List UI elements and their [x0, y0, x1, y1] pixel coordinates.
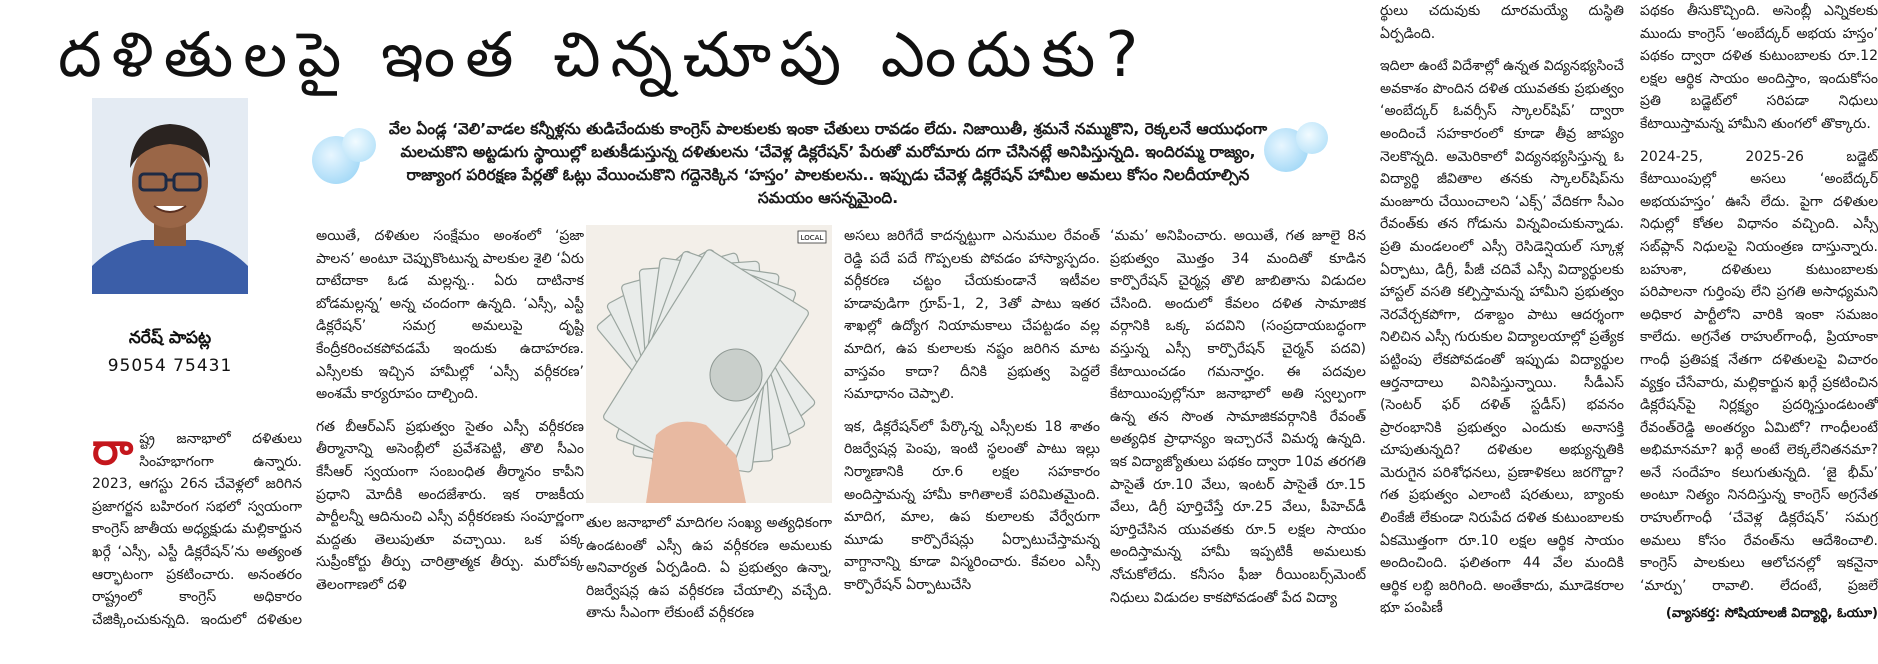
author-name: నరేష్ పాపట్ల: [128, 328, 212, 348]
article-column-1: [92, 428, 302, 628]
paragraph: అయితే, దళితుల సంక్షేమం అంశంలో ‘ప్రజా పాలన’ అంటూ చెప్పుకొంటున్న పాలకుల శైలి ‘ఏరు దాటేదాకా ఓడ మల్లన్న.. ఏరు దాటినాక బోడమల్లన్న’ అన్న చందంగా ఉన్నది. ‘ఎస్సీ, ఎస్టీ డిక్లరేషన్’ సమగ్ర అమలుపై దృష్టి కేంద్రీకరించకపోవడమే ఇందుకు ఉదాహరణ. ఎస్సీలకు ఇచ్చిన హామీల్లో ‘ఎస్సీ వర్గీకరణ’ అంశమే కార్యరూపం దాల్చింది.: [316, 228, 584, 403]
article-column-2b: [586, 512, 832, 628]
author-photo: [92, 98, 248, 294]
article-column-5: [1380, 0, 1624, 628]
article-column-2: [316, 225, 584, 625]
image-badge: LOCAL: [800, 234, 824, 242]
paragraph: ర్థులు చదువుకు దూరమయ్యే దుస్థితి ఏర్పడింది.: [1380, 3, 1624, 42]
paragraph: 2024-25, 2025-26 బడ్జెట్ కేటాయింపుల్లో అసలు ‘అంబేద్కర్ అభయహస్తం’ ఊసే లేదు. పైగా దళితుల నిధుల్లో కోతల విధానం వచ్చింది. ఎస్సీ సబ్‌ప్లాన్ నిధులపై నియంత్రణ దాస్తున్నారు. బహుశా, దళితులు కుటుంబాలకు పరిపాలనా గుర్తింపు లేని ప్రగతి అసాధ్యమని అధికార పార్టీలోని వారికి ఇంకా సమజం కాలేదు. అగ్రనేత రాహుల్‌గాంధీ, ప్రియాంకా గాంధీ ప్రతిపక్ష నేతగా దళితులపై విచారం వ్యక్తం చేసేవారు, మల్లికార్జున ఖర్గే ప్రకటించిన డిక్లరేషన్‌పై నిర్లక్ష్యం ప్రదర్శిస్తుండటంతో రేవంత్‌రెడ్డి అంతర్యం ఏమిటో? గాంధీలంటే అభిమానమా? ఖర్గే అంటే లెక్కలేనితనమా? అనే సందేహం కలుగుతున్నది. ‘జై భీమ్’ అంటూ నిత్యం నినదిస్తున్న కాంగ్రెస్ అగ్రనేత రాహుల్‌గాంధీ ‘చేవెళ్ల డిక్లరేషన్’ సమగ్ర అమలు కోసం రేవంత్‌ను ఆదేశించాలి. కాంగ్రెస్ పాలకులు ఆలోచనల్లో ఇకనైనా ‘మార్పు’ రావాలి. లేదంటే, ప్రజలే: [1640, 148, 1878, 594]
paragraph: ‘మమ’ అనిపించారు. అయితే, గత జూలై 8న ప్రభుత్వం మొత్తం 34 మందితో కూడిన కార్పొరేషన్ చైర్మన్ల తొలి జాబితాను విడుదల చేసింది. అందులో కేవలం దళిత సామాజిక వర్గానికి ఒక్క పదవిని (సంప్రదాయబద్ధంగా వస్తున్న ఎస్సీ కార్పొరేషన్ చైర్మన్ పదవి) కేటాయించడం గమనార్హం. ఈ పదవుల కేటాయింపుల్లోనూ జనాభాలో అతి స్వల్పంగా ఉన్న తన సొంత సామాజికవర్గానికి రేవంత్ అత్యధిక ప్రాధాన్యం ఇచ్చారనే విమర్శ ఉన్నది. ఇక విద్యాజ్యోతులు పథకం ద్వారా 10వ తరగతి పాసైతే రూ.10 వేలు, ఇంటర్ పాసైతే రూ.15 వేలు, డిగ్రీ పూర్తిచేస్తే రూ.25 వేలు, పీహెచ్‌డీ పూర్తిచేసిన యువతకు రూ.5 లక్షల సాయం అందిస్తామన్న హామీ ఇప్పటికీ అమలుకు నోచుకోలేదు. కనీసం ఫీజు రీయింబర్స్‌మెంట్ నిధులు విడుదల కాకపోవడంతో పేద విద్యా: [1110, 228, 1366, 606]
paragraph: గత బీఆర్ఎస్ ప్రభుత్వం సైతం ఎస్సీ వర్గీకరణ తీర్మానాన్ని అసెంబ్లీలో ప్రవేశపెట్టి, తొలి సీఎం కేసీఆర్ స్వయంగా సంబంధిత తీర్మానం కాపీని ప్రధాని మోదీకి అందజేశారు. ఇక రాజకీయ పార్టీలన్నీ ఆదినుంచి ఎస్సీ వర్గీకరణకు సంపూర్ణంగా మద్దతు తెలుపుతూ వచ్చాయి. ఒక పక్క సుప్రీంకోర్టు తీర్పు చారిత్రాత్మక తీర్పు. మరోపక్క తెలంగాణలో దళి: [316, 418, 584, 593]
article-column-3: [844, 225, 1100, 625]
paragraph: ఇదిలా ఉంటే విదేశాల్లో ఉన్నత విద్యనభ్యసించే అవకాశం పొందిన దళిత యువతకు ప్రభుత్వం ‘అంబేద్కర్ ఓవర్సీస్ స్కాలర్‌షిప్’ ద్వారా అందించే సహకారంలో కూడా తీవ్ర జాప్యం నెలకొన్నది. అమెరికాలో విద్యనభ్యసిస్తున్న ఓ విద్యార్థి జీవితాల తనకు స్కాలర్‌షిప్‌ను మంజూరు చేయించాలని ‘ఎక్స్’ వేదికగా సీఎం రేవంత్‌కు తన గోడును విన్నవించుకున్నాడు. ప్రతి మండలంలో ఎస్సీ రెసిడెన్షియల్ స్కూళ్ల ఏర్పాటు, డిగ్రీ, పీజీ చదివే ఎస్సీ విద్యార్థులకు హాస్టల్ వసతి కల్పిస్తామన్న హామీని ప్రభుత్వం నెరవేర్చకపోగా, దశాబ్దం పాటు ఆదర్శంగా నిలిచిన ఎస్సీ గురుకుల విద్యాలయాల్లో ప్రత్యేక పట్టింపు లేకపోవడంతో ఇప్పుడు విద్యార్థుల ఆర్తనాదాలు వినిపిస్తున్నాయి. సీడీఎస్ (సెంటర్ ఫర్ దళిత్ స్టడీస్) భవనం ప్రారంభానికి ప్రభుత్వం ఎందుకు అనాసక్తి చూపుతున్నది? దళితుల అభ్యున్నతికి మెరుగైన పరిశోధనలు, ప్రణాళికలు జరగొద్దా? గత ప్రభుత్వం ఎలాంటి షరతులు, బ్యాంకు లింకేజీ లేకుండా నిరుపేద దళిత కుటుంబాలకు ఏకమొత్తంగా రూ.10 లక్షల ఆర్థిక సాయం అందించింది. ఫలితంగా 44 వేల మందికి ఆర్థిక లబ్ధి జరిగింది. అంతేకాదు, మూడెకరాల భూ పంపిణీ: [1380, 58, 1624, 617]
article-column-4: [1110, 225, 1366, 625]
paragraph: ఇక, డిక్లరేషన్‌లో పేర్కొన్న ఎస్సీలకు 18 శాతం రిజర్వేషన్ల పెంపు, ఇంటి స్థలంతో పాటు ఇల్లు నిర్మాణానికి రూ.6 లక్షల సహకారం అందిస్తామన్న హామీ కాగితాలకే పరిమితమైంది. మాదిగ, మాల, ఉప కులాలకు వేర్వేరుగా మూడు కార్పొరేషన్లు ఏర్పాటుచేస్తామన్న వాగ్దానాన్ని కూడా విస్మరించారు. కేవలం ఎస్సీ కార్పొరేషన్ ఏర్పాటుచేసి: [844, 418, 1100, 593]
paragraph: అసలు జరిగేదే కాదన్నట్టుగా ఎనుముల రేవంత్ రెడ్డి పదే పదే గొప్పలకు పోవడం హాస్యాస్పదం. వర్గీకరణ చట్టం చేయకుండానే ఇటీవల హడావుడిగా గ్రూప్-1, 2, 3తో పాటు ఇతర శాఖల్లో ఉద్యోగ నియామకాలు చేపట్టడం వల్ల మాదిగ, ఉప కులాలకు నష్టం జరిగిన మాట వాస్తవం కాదా? దీనికి ప్రభుత్వ పెద్దలే సమాధానం చెప్పాలి.: [844, 228, 1100, 403]
paragraph: తుల జనాభాలో మాదిగల సంఖ్య అత్యధికంగా ఉండటంతో ఎస్సీ ఉప వర్గీకరణ అమలుకు అనివార్యత ఏర్పడింది. ఏ ప్రభుత్వం ఉన్నా, రిజర్వేషన్ల ఉప వర్గీకరణ చేయాల్సి వచ్చేది. తాను సీఎంగా లేకుంటే వర్గీకరణ: [586, 515, 832, 622]
decor-bubble: [1296, 122, 1328, 154]
author-phone: 95054 75431: [107, 356, 233, 376]
author-portrait-image: [92, 98, 248, 294]
author-credit: (వ్యాసకర్త: సోషియాలజీ విద్యార్థి, ఓయూ): [1665, 606, 1878, 621]
article-column-6: [1640, 0, 1878, 600]
paragraph: ష్ట్ర జనాభాలో దళితులు సింహభాగంగా ఉన్నారు. 2023, ఆగస్టు 26న చేవెళ్లలో జరిగిన ప్రజాగర్జన బహిరంగ సభలో స్వయంగా కాంగ్రెస్ జాతీయ అధ్యక్షుడు మల్లికార్జున ఖర్గే ‘ఎస్సీ, ఎస్టీ డిక్లరేషన్’ను అత్యంత ఆర్భాటంగా ప్రకటించారు. అనంతరం రాష్ట్రంలో కాంగ్రెస్ అధికారం చేజిక్కించుకున్నది. ఇందులో దళితుల: [92, 431, 302, 628]
paragraph: పథకం తీసుకొచ్చింది. అసెంబ్లీ ఎన్నికలకు ముందు కాంగ్రెస్ ‘అంబేద్కర్ అభయ హస్తం’ పథకం ద్వారా దళిత కుటుంబాలకు రూ.12 లక్షల ఆర్థిక సాయం అందిస్తాం, ఇందుకోసం ప్రతి బడ్జెట్‌లో సరిపడా నిధులు కేటాయిస్తామన్న హామీని తుంగలో తొక్కారు.: [1640, 3, 1878, 132]
headline: దళితులపై ఇంత చిన్నచూపు ఎందుకు?: [58, 18, 1149, 91]
decor-bubble: [342, 128, 376, 162]
article-deck: వేల ఏండ్ల ‘వెలి’వాడల కన్నీళ్లను తుడిచేందుకు కాంగ్రెస్ పాలకులకు ఇంకా చేతులు రావడం లేదు. నిజాయితీ, శ్రమనే నమ్ముకొని, రెక్కలనే ఆయుధంగా మలచుకొని అట్టడుగు స్థాయిల్లో బతుకీడుస్తున్న దళితులను ‘చేవెళ్ల డిక్లరేషన్’ పేరుతో మరోమారు దగా చేసినట్లే అనిపిస్తున్నది. ఇందిరమ్మ రాజ్యం, రాజ్యాంగ పరిరక్షణ పేర్లతో ఓట్లు వేయించుకొని గద్దెనెక్కిన ‘హస్తం’ పాలకులను.. ఇప్పుడు చేవెళ్ల డిక్లరేషన్ హామీల అమలు కోసం నిలదీయాల్సిన సమయం ఆసన్నమైంది.: [388, 120, 1268, 207]
drop-cap: రా: [92, 428, 134, 475]
currency-notes-image: [586, 225, 832, 503]
